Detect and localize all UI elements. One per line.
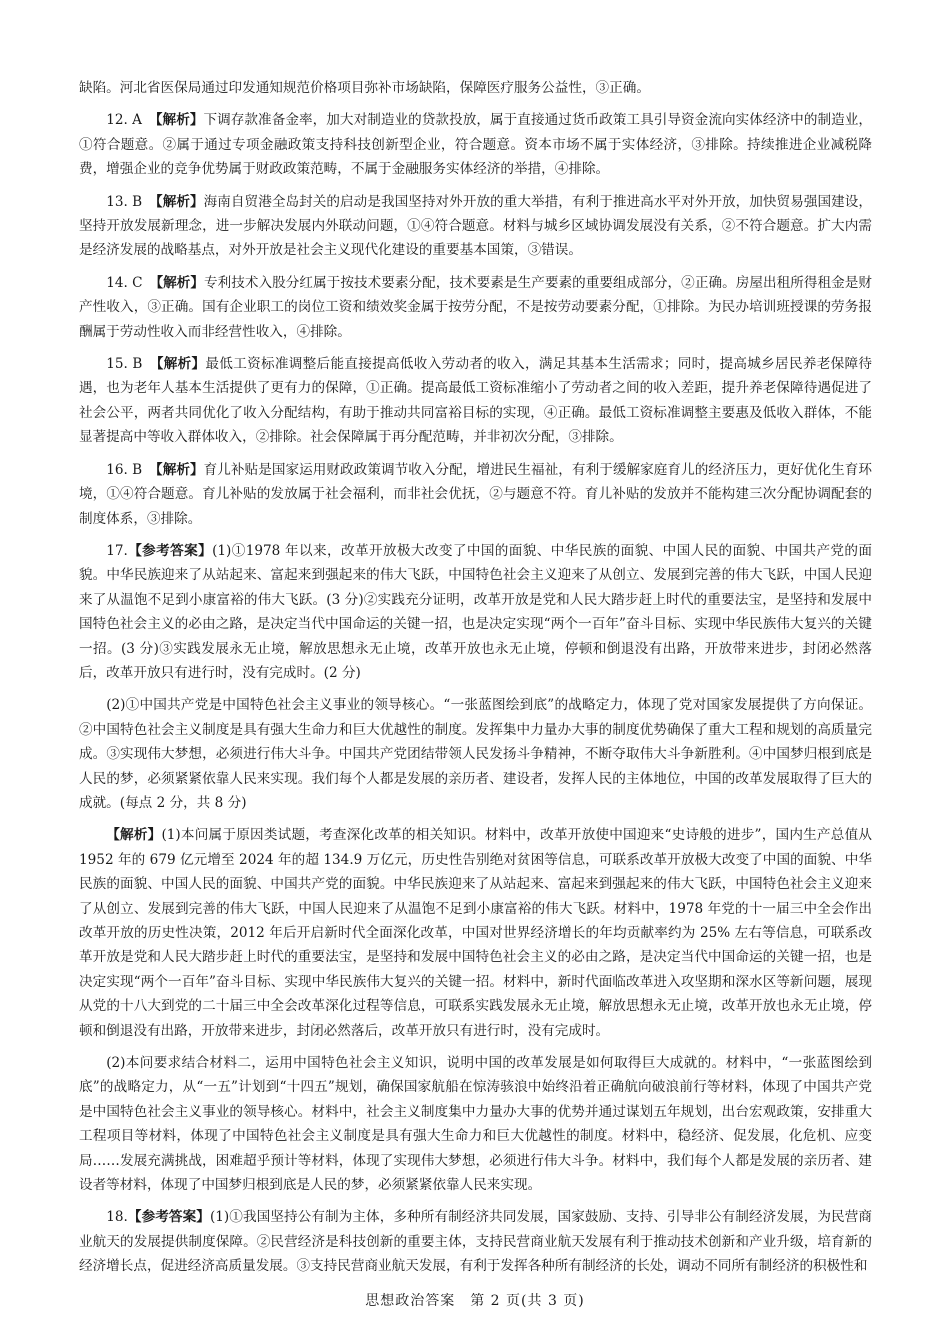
reference-answer-tag: 【参考答案】 — [127, 1209, 210, 1226]
question-number: 15. B — [106, 356, 157, 373]
paragraph-text: (1)①我国坚持公有制为主体，多种所有制经济共同发展，国家鼓励、支持、引导非公有制经济发展，为民营商业航天的发展提供制度保障。②民营经济是科技创新的重要主体，支持民营商业航天发展有利于推动技术创新和产业升级，培育新的经济增长点，促进经济高质量发展。③支持民营商业航天发展，有利于发挥各种所有制经济的长处，调动不同所有制经济的积极性和 — [79, 1209, 872, 1275]
answer-item-16 — [79, 458, 872, 531]
analysis-tag: 【解析】 — [156, 274, 204, 291]
answer-item-17-reference — [79, 539, 872, 685]
paragraph-text: 海南自贸港全岛封关的启动是我国坚持对外开放的重大举措，有利于推进高水平对外开放，加快贸易强国建设，坚持开放发展新理念，进一步解决发展内外联动问题，①④符合题意。材料与城乡区域协调发展没有关系，②不符合题意。扩大内需是经济发展的战略基点，对外开放是社会主义现代化建设的重要基本国策，③错误。 — [79, 193, 872, 259]
analysis-tag: 【解析】 — [106, 827, 162, 844]
answer-item-13 — [79, 190, 872, 263]
answer-item-17-analysis — [79, 823, 872, 1043]
analysis-tag: 【解析】 — [155, 193, 204, 210]
page-footer: 思想政治答案 第 2 页(共 3 页) — [365, 1293, 585, 1309]
paragraph-text: (1)本问属于原因类试题，考查深化改革的相关知识。材料中，改革开放使中国迎来“史诗般的进步”，国内生产总值从 1952 年的 679 亿元增至 2024 年的超 134.9 万亿元，历史性告别绝对贫困等信息，可联系改革开放极大改变了中国的面貌、中华民族的面貌、中国人民的面貌、中国共产党的面貌。中华民族迎来了从站起来、富起来到强起来的伟大飞跃，中国特色社会主义迎来了从创立、发展到完善的伟大飞跃，中国人民迎来了从温饱不足到小康富裕的伟大飞跃。材料中，1978 年党的十一届三中全会作出改革开放的历史性决策，2012 年后开启新时代全面深化改革，中国对世界经济增长的年均贡献率约为 25% 左右等信息，可联系改革开放是党和人民大踏步赶上时代的重要法宝，是坚持和发展中国特色社会主义的必由之路，是决定当代中国命运的关键一招，也是决定实现“两个一百年”奋斗目标、实现中华民族伟大复兴的关键一招。材料中，新时代面临改革进入攻坚期和深水区等新问题，展现从党的十八大到党的二十届三中全会改革深化过程等信息，可联系实践发展永无止境，解放思想永无止境，改革开放也永无止境，停顿和倒退没有出路，开放带来进步，封闭必然落后，改革开放只有进行时，没有完成时。 — [79, 827, 872, 1039]
analysis-tag: 【解析】 — [155, 461, 204, 478]
answer-page — [79, 76, 872, 1287]
paragraph-text: 下调存款准备金率，加大对制造业的贷款投放，属于直接通过货币政策工具引导资金流向实体经济中的制造业，①符合题意。②属于通过专项金融政策支持科技创新型企业，符合题意。资本市场不属于实体经济，③排除。持续推进企业减税降费，增强企业的竞争优势属于财政政策范畴，不属于金融服务实体经济的举措，④排除。 — [79, 112, 873, 178]
paragraph-text: 最低工资标准调整后能直接提高低收入劳动者的收入，满足其基本生活需求；同时，提高城乡居民养老保障待遇，也为老年人基本生活提供了更有力的保障，①正确。提高最低工资标准缩小了劳动者之间的收入差距，提升养老保障待遇促进了社会公平，两者共同优化了收入分配结构，有助于推动共同富裕目标的实现，④正确。最低工资标准调整主要惠及低收入群体，不能显著提高中等收入群体收入，②排除。社会保障属于再分配范畴，并非初次分配，③排除。 — [79, 356, 873, 446]
paragraph-text: (2)①中国共产党是中国特色社会主义事业的领导核心。“一张蓝图绘到底”的战略定力，体现了党对国家发展提供了方向保证。②中国特色社会主义制度是具有强大生命力和巨大优越性的制度。发挥集中力量办大事的制度优势确保了重大工程和规划的高质量完成。③实现伟大梦想，必须进行伟大斗争。中国共产党团结带领人民发扬斗争精神，不断夺取伟大斗争新胜利。④中国梦归根到底是人民的梦，必须紧紧依靠人民来实现。我们每个人都是发展的亲历者、建设者，发挥人民的主体地位，中国的改革发展取得了巨大的成就。(每点 2 分，共 8 分) — [79, 697, 872, 811]
answer-item-15 — [79, 352, 872, 450]
paragraph-text: (2)本问要求结合材料二，运用中国特色社会主义知识，说明中国的改革发展是如何取得巨大成就的。材料中，“一张蓝图绘到底”的战略定力，从“一五”计划到“十四五”规划，确保国家航船在惊涛骇浪中始终沿着正确航向破浪前行等材料，体现了中国共产党是中国特色社会主义事业的领导核心。材料中，社会主义制度集中力量办大事的优势并通过谋划五年规划，出台宏观政策，安排重大工程项目等材料，体现了中国特色社会主义制度是具有强大生命力和巨大优越性的制度。材料中，稳经济、促发展，化危机、应变局……发展充满挑战，困难超乎预计等材料，体现了实现伟大梦想，必须进行伟大斗争。材料中，我们每个人都是发展的亲历者、建设者等材料，体现了中国梦归根到底是人民的梦，必须紧紧依靠人民来实现。 — [79, 1055, 872, 1194]
question-number: 17. — [106, 542, 128, 559]
answer-item-12 — [79, 108, 872, 181]
answer-item-17-analysis-part-2 — [79, 1051, 872, 1197]
paragraph-text: 专利技术入股分红属于按技术要素分配，技术要素是生产要素的重要组成部分，②正确。房屋出租所得租金是财产性收入，③正确。国有企业职工的岗位工资和绩效奖金属于按劳分配，不是按劳动要素分配，①排除。为民办培训班授课的劳务报酬属于劳动性收入而非经营性收入，④排除。 — [79, 274, 873, 340]
reference-answer-tag: 【参考答案】 — [127, 542, 213, 559]
question-number: 14. C — [106, 274, 157, 291]
question-number: 16. B — [106, 461, 156, 478]
answer-item-17-part-2 — [79, 693, 872, 815]
analysis-tag: 【解析】 — [155, 112, 204, 129]
paragraph-text: 缺陷。河北省医保局通过印发通知规范价格项目弥补市场缺陷，保障医疗服务公益性，③正确。 — [79, 80, 650, 96]
question-number: 18. — [106, 1209, 128, 1226]
question-number: 13. B — [106, 193, 156, 210]
answer-item-14 — [79, 271, 872, 344]
analysis-tag: 【解析】 — [156, 356, 206, 373]
paragraph-text: (1)①1978 年以来，改革开放极大改变了中国的面貌、中华民族的面貌、中国人民的面貌、中国共产党的面貌。中华民族迎来了从站起来、富起来到强起来的伟大飞跃，中国特色社会主义迎来了从创立、发展到完善的伟大飞跃，中国人民迎来了从温饱不足到小康富裕的伟大飞跃。(3 分)②实践充分证明，改革开放是党和人民大踏步赶上时代的重要法宝，是坚持和发展中国特色社会主义的必由之路，是决定当代中国命运的关键一招，也是决定实现“两个一百年”奋斗目标、实现中华民族伟大复兴的关键一招。(3 分)③实践发展永无止境，解放思想永无止境，改革开放也永无止境，停顿和倒退没有出路，开放带来进步，封闭必然落后，改革开放只有进行时，没有完成时。(2 分) — [79, 542, 872, 681]
question-number: 12. A — [106, 112, 156, 129]
answer-item-18-reference — [79, 1205, 872, 1278]
paragraph-text: 育儿补贴是国家运用财政政策调节收入分配，增进民生福祉，有利于缓解家庭育儿的经济压力，更好优化生育环境，①④符合题意。育儿补贴的发放属于社会福利，而非社会优抚，②与题意不符。育儿补贴的发放并不能构建三次分配协调配套的制度体系，③排除。 — [79, 461, 872, 527]
paragraph-continuation — [79, 76, 872, 100]
